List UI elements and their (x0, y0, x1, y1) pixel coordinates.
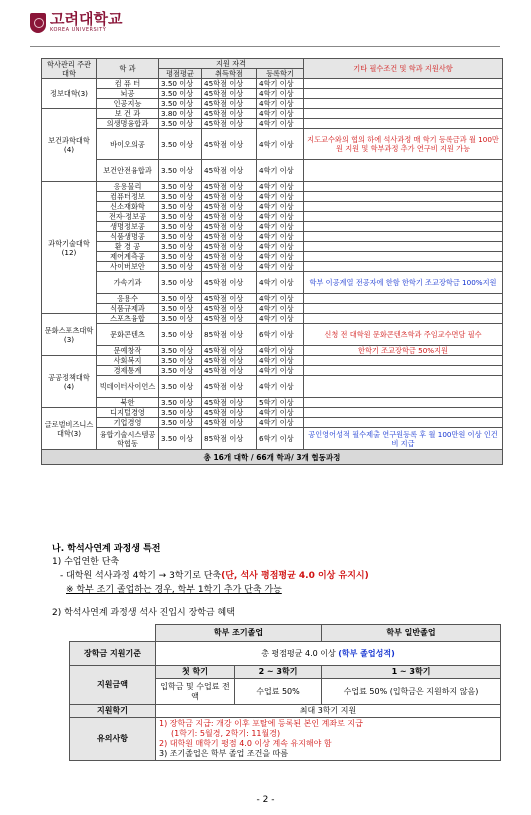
table-row (42, 160, 503, 182)
dept-cell: 응용물리 (97, 182, 159, 192)
gpa-cell: 3.50 이상 (159, 376, 202, 398)
item1-line1-emphasis: (단, 석사 평점평균 4.0 이상 유지시) (221, 571, 369, 581)
college-cell: 과학기술대학(12) (42, 182, 97, 314)
table-row (42, 252, 503, 262)
conditions-cell: 지도교수와의 협의 하에 석사과정 매 학기 등록금과 월 100만원 지원 및 학부과정 추가 연구비 지원 가능 (304, 129, 503, 160)
logo-name-ko: 고려대학교 (50, 10, 123, 28)
criteria-label: 장학금 지원기준 (70, 642, 156, 666)
section-title: 나. 학석사연계 과정생 특전 (52, 544, 161, 554)
dept-cell: 식품생명공 (97, 232, 159, 242)
semester-cell: 4학기 이상 (257, 89, 304, 99)
conditions-cell (304, 408, 503, 418)
table-row (42, 366, 503, 376)
gpa-cell: 3.50 이상 (159, 242, 202, 252)
credits-cell: 45학점 이상 (202, 202, 257, 212)
semester-cell: 4학기 이상 (257, 314, 304, 324)
conditions-cell (304, 232, 503, 242)
semester-cell: 4학기 이상 (257, 272, 304, 294)
gpa-cell: 3.50 이상 (159, 222, 202, 232)
dept-cell: 환 경 공 (97, 242, 159, 252)
credits-cell: 45학점 이상 (202, 192, 257, 202)
dept-cell: 뇌공 (97, 89, 159, 99)
conditions-cell (304, 314, 503, 324)
note-2: 2) 대학원 매학기 평점 4.0 이상 계속 유지해야 함 (159, 739, 332, 748)
semester-cell: 4학기 이상 (257, 212, 304, 222)
amount-2-3: 수업료 50% (235, 679, 322, 705)
conditions-cell (304, 222, 503, 232)
conditions-cell (304, 212, 503, 222)
note-3: 3) 조기졸업은 학부 졸업 조건을 따름 (159, 749, 289, 758)
conditions-cell (304, 79, 503, 89)
table-row (42, 182, 503, 192)
semester-cell: 4학기 이상 (257, 222, 304, 232)
dept-cell: 컴퓨터정보 (97, 192, 159, 202)
conditions-cell: 신청 전 대학원 문화콘텐츠학과 주임교수면담 필수 (304, 324, 503, 346)
credits-cell: 45학점 이상 (202, 109, 257, 119)
conditions-cell (304, 398, 503, 408)
table-row (42, 109, 503, 119)
gpa-cell: 3.50 이상 (159, 314, 202, 324)
semester-cell: 4학기 이상 (257, 408, 304, 418)
eligibility-table (41, 58, 503, 465)
gpa-cell: 3.50 이상 (159, 294, 202, 304)
semester-cell: 4학기 이상 (257, 418, 304, 428)
gpa-cell: 3.50 이상 (159, 99, 202, 109)
conditions-cell (304, 376, 503, 398)
semester-cell: 4학기 이상 (257, 232, 304, 242)
gpa-cell: 3.50 이상 (159, 160, 202, 182)
conditions-cell (304, 366, 503, 376)
table-row (42, 304, 503, 314)
conditions-cell (304, 262, 503, 272)
dept-cell: 문예창작 (97, 346, 159, 356)
table-row (42, 99, 503, 109)
semester-cell: 4학기 이상 (257, 119, 304, 129)
gpa-cell: 3.50 이상 (159, 119, 202, 129)
college-cell: 정보대학(3) (42, 79, 97, 109)
corner-cell (70, 625, 156, 642)
dept-cell: 빅데이터사이언스 (97, 376, 159, 398)
conditions-cell (304, 192, 503, 202)
dept-cell: 사회복지 (97, 356, 159, 366)
conditions-cell (304, 304, 503, 314)
credits-cell: 45학점 이상 (202, 232, 257, 242)
item1-line2: ※ 학부 조기 졸업하는 경우, 학부 1학기 추가 단축 가능 (66, 585, 282, 595)
amount-label: 지원금액 (70, 666, 156, 705)
semester-cell: 4학기 이상 (257, 160, 304, 182)
dept-cell: 사이버보안 (97, 262, 159, 272)
table-total: 총 16개 대학 / 66개 학과/ 3개 협동과정 (42, 450, 503, 465)
header-gpa: 평점평균 (159, 69, 202, 79)
dept-cell: 기업경영 (97, 418, 159, 428)
table-row (42, 418, 503, 428)
credits-cell: 45학점 이상 (202, 242, 257, 252)
table-row (42, 272, 503, 294)
conditions-cell (304, 89, 503, 99)
credits-cell: 45학점 이상 (202, 99, 257, 109)
table-row (42, 129, 503, 160)
gpa-cell: 3.50 이상 (159, 262, 202, 272)
gpa-cell: 3.50 이상 (159, 129, 202, 160)
table-row (42, 346, 503, 356)
credits-cell: 45학점 이상 (202, 119, 257, 129)
credits-cell: 45학점 이상 (202, 418, 257, 428)
dept-cell: 바이오의공 (97, 129, 159, 160)
dept-cell: 응용수 (97, 294, 159, 304)
credits-cell: 45학점 이상 (202, 356, 257, 366)
amount-first: 입학금 및 수업료 전액 (156, 679, 235, 705)
semester-cell: 4학기 이상 (257, 202, 304, 212)
conditions-cell (304, 356, 503, 366)
university-seal-icon (30, 13, 46, 33)
college-cell: 보건과학대학(4) (42, 109, 97, 182)
notes-label: 유의사항 (70, 718, 156, 761)
semester-cell: 5학기 이상 (257, 398, 304, 408)
credits-cell: 45학점 이상 (202, 366, 257, 376)
sem-2-3-header: 2 ~ 3학기 (235, 666, 322, 679)
gpa-cell: 3.50 이상 (159, 366, 202, 376)
conditions-cell: 공인영어성적 필수제출 연구원등록 후 월 100만원 이상 인건비 지급 (304, 428, 503, 450)
item2-title: 2) 학석사연계 과정생 석사 진입시 장학금 혜택 (52, 608, 235, 618)
dept-cell: 전자·정보공 (97, 212, 159, 222)
credits-cell: 45학점 이상 (202, 89, 257, 99)
table-row (42, 428, 503, 450)
item1-line1-text: - 대학원 석사과정 4학기 → 3학기로 단축 (60, 571, 222, 581)
header-divider (30, 46, 500, 47)
gpa-cell: 3.50 이상 (159, 272, 202, 294)
semester-cell: 4학기 이상 (257, 346, 304, 356)
gpa-cell: 3.50 이상 (159, 324, 202, 346)
semester-cell: 4학기 이상 (257, 79, 304, 89)
table-row (42, 262, 503, 272)
conditions-cell: 한학기 조교장학금 50%지원 (304, 346, 503, 356)
dept-cell: 북한 (97, 398, 159, 408)
credits-cell: 45학점 이상 (202, 272, 257, 294)
semester-cell: 4학기 이상 (257, 99, 304, 109)
credits-cell: 45학점 이상 (202, 129, 257, 160)
credits-cell: 45학점 이상 (202, 160, 257, 182)
gpa-cell: 3.80 이상 (159, 109, 202, 119)
amount-1-3: 수업료 50% (입학금은 지원하지 않음) (322, 679, 501, 705)
dept-cell: 신소재화학 (97, 202, 159, 212)
gpa-cell: 3.50 이상 (159, 418, 202, 428)
gpa-cell: 3.50 이상 (159, 428, 202, 450)
header-credits: 취득학점 (202, 69, 257, 79)
conditions-cell (304, 252, 503, 262)
conditions-cell (304, 182, 503, 192)
credits-cell: 85학점 이상 (202, 324, 257, 346)
table-row (42, 408, 503, 418)
table-row (42, 398, 503, 408)
item1-title: 1) 수업연한 단축 (52, 557, 120, 567)
table-row (42, 324, 503, 346)
header-semester: 등록학기 (257, 69, 304, 79)
semester-cell: 4학기 이상 (257, 109, 304, 119)
scholarship-table (69, 624, 501, 761)
semester-cell: 6학기 이상 (257, 428, 304, 450)
table-row (42, 212, 503, 222)
dept-cell: 보건안전융합과 (97, 160, 159, 182)
criteria-text: 총 평점평균 4.0 이상 (261, 648, 336, 658)
credits-cell: 45학점 이상 (202, 222, 257, 232)
semester-cell: 4학기 이상 (257, 252, 304, 262)
col-normal-graduation: 학부 일반졸업 (322, 625, 501, 642)
page-number: - 2 - (256, 795, 275, 805)
header-dept: 학 과 (97, 59, 159, 79)
semester-cell: 4학기 이상 (257, 129, 304, 160)
dept-cell: 식품규제과 (97, 304, 159, 314)
university-logo (30, 12, 122, 34)
semester-cell: 4학기 이상 (257, 192, 304, 202)
dept-cell: 컴 퓨 터 (97, 79, 159, 89)
criteria-emphasis: (학부 졸업성적) (338, 648, 395, 658)
dept-cell: 스포츠융합 (97, 314, 159, 324)
dept-cell: 의생명융합과 (97, 119, 159, 129)
header-college: 학사관리 주관대학 (42, 59, 97, 79)
table-row (42, 294, 503, 304)
credits-cell: 45학점 이상 (202, 314, 257, 324)
credits-cell: 45학점 이상 (202, 262, 257, 272)
credits-cell: 85학점 이상 (202, 428, 257, 450)
table-row (42, 376, 503, 398)
gpa-cell: 3.50 이상 (159, 356, 202, 366)
table-row (42, 79, 503, 89)
period-value: 최대 3학기 지원 (156, 705, 501, 718)
conditions-cell (304, 294, 503, 304)
dept-cell: 경제통계 (97, 366, 159, 376)
gpa-cell: 3.50 이상 (159, 89, 202, 99)
college-cell: 문화스포츠대학(3) (42, 314, 97, 356)
dept-cell: 융합기술시스템공학협동 (97, 428, 159, 450)
table-row (42, 242, 503, 252)
credits-cell: 45학점 이상 (202, 79, 257, 89)
table-row (42, 192, 503, 202)
table-row (42, 119, 503, 129)
semester-cell: 4학기 이상 (257, 356, 304, 366)
conditions-cell (304, 119, 503, 129)
credits-cell: 45학점 이상 (202, 346, 257, 356)
semester-cell: 4학기 이상 (257, 304, 304, 314)
credits-cell: 45학점 이상 (202, 304, 257, 314)
table-row (42, 202, 503, 212)
header-qualification: 지원 자격 (159, 59, 304, 69)
semester-cell: 4학기 이상 (257, 182, 304, 192)
conditions-cell (304, 99, 503, 109)
college-cell: 공공정책대학(4) (42, 356, 97, 408)
notes-cell (156, 718, 501, 761)
gpa-cell: 3.50 이상 (159, 304, 202, 314)
first-semester-header: 첫 학기 (156, 666, 235, 679)
semester-cell: 4학기 이상 (257, 262, 304, 272)
credits-cell: 45학점 이상 (202, 376, 257, 398)
conditions-cell: 학부 이공계열 전공자에 한함 한학기 조교장학금 100%지원 (304, 272, 503, 294)
credits-cell: 45학점 이상 (202, 408, 257, 418)
note-1: 1) 장학금 지급: 개강 이후 포탈에 등록된 본인 계좌로 지급 (159, 719, 363, 728)
table-row (42, 232, 503, 242)
dept-cell: 인공지능 (97, 99, 159, 109)
gpa-cell: 3.50 이상 (159, 202, 202, 212)
item1-line1 (60, 570, 369, 583)
credits-cell: 45학점 이상 (202, 398, 257, 408)
table-row (42, 89, 503, 99)
conditions-cell (304, 418, 503, 428)
gpa-cell: 3.50 이상 (159, 212, 202, 222)
table-row (42, 222, 503, 232)
gpa-cell: 3.50 이상 (159, 346, 202, 356)
gpa-cell: 3.50 이상 (159, 192, 202, 202)
credits-cell: 45학점 이상 (202, 212, 257, 222)
dept-cell: 생명정보공 (97, 222, 159, 232)
gpa-cell: 3.50 이상 (159, 408, 202, 418)
dept-cell: 디지털경영 (97, 408, 159, 418)
period-label: 지원학기 (70, 705, 156, 718)
gpa-cell: 3.50 이상 (159, 182, 202, 192)
gpa-cell: 3.50 이상 (159, 398, 202, 408)
note-1b: (1학기: 5월경, 2학기: 11월경) (171, 729, 281, 738)
table-row (42, 356, 503, 366)
dept-cell: 제어계측공 (97, 252, 159, 262)
semester-cell: 4학기 이상 (257, 294, 304, 304)
dept-cell: 가속기과 (97, 272, 159, 294)
dept-cell: 보 건 과 (97, 109, 159, 119)
conditions-cell (304, 202, 503, 212)
gpa-cell: 3.50 이상 (159, 252, 202, 262)
semester-cell: 6학기 이상 (257, 324, 304, 346)
dept-cell: 문화콘텐츠 (97, 324, 159, 346)
conditions-cell (304, 109, 503, 119)
header-conditions: 기타 필수조건 및 학과 지원사항 (304, 59, 503, 79)
sem-1-3-header: 1 ~ 3학기 (322, 666, 501, 679)
criteria-value (156, 642, 501, 666)
logo-name-en: KOREA UNIVERSITY (50, 27, 107, 33)
college-cell: 글로벌비즈니스대학(3) (42, 408, 97, 450)
table-row (42, 314, 503, 324)
semester-cell: 4학기 이상 (257, 376, 304, 398)
col-early-graduation: 학부 조기졸업 (156, 625, 322, 642)
semester-cell: 4학기 이상 (257, 366, 304, 376)
conditions-cell (304, 160, 503, 182)
credits-cell: 45학점 이상 (202, 294, 257, 304)
gpa-cell: 3.50 이상 (159, 232, 202, 242)
gpa-cell: 3.50 이상 (159, 79, 202, 89)
credits-cell: 45학점 이상 (202, 182, 257, 192)
credits-cell: 45학점 이상 (202, 252, 257, 262)
semester-cell: 4학기 이상 (257, 242, 304, 252)
conditions-cell (304, 242, 503, 252)
